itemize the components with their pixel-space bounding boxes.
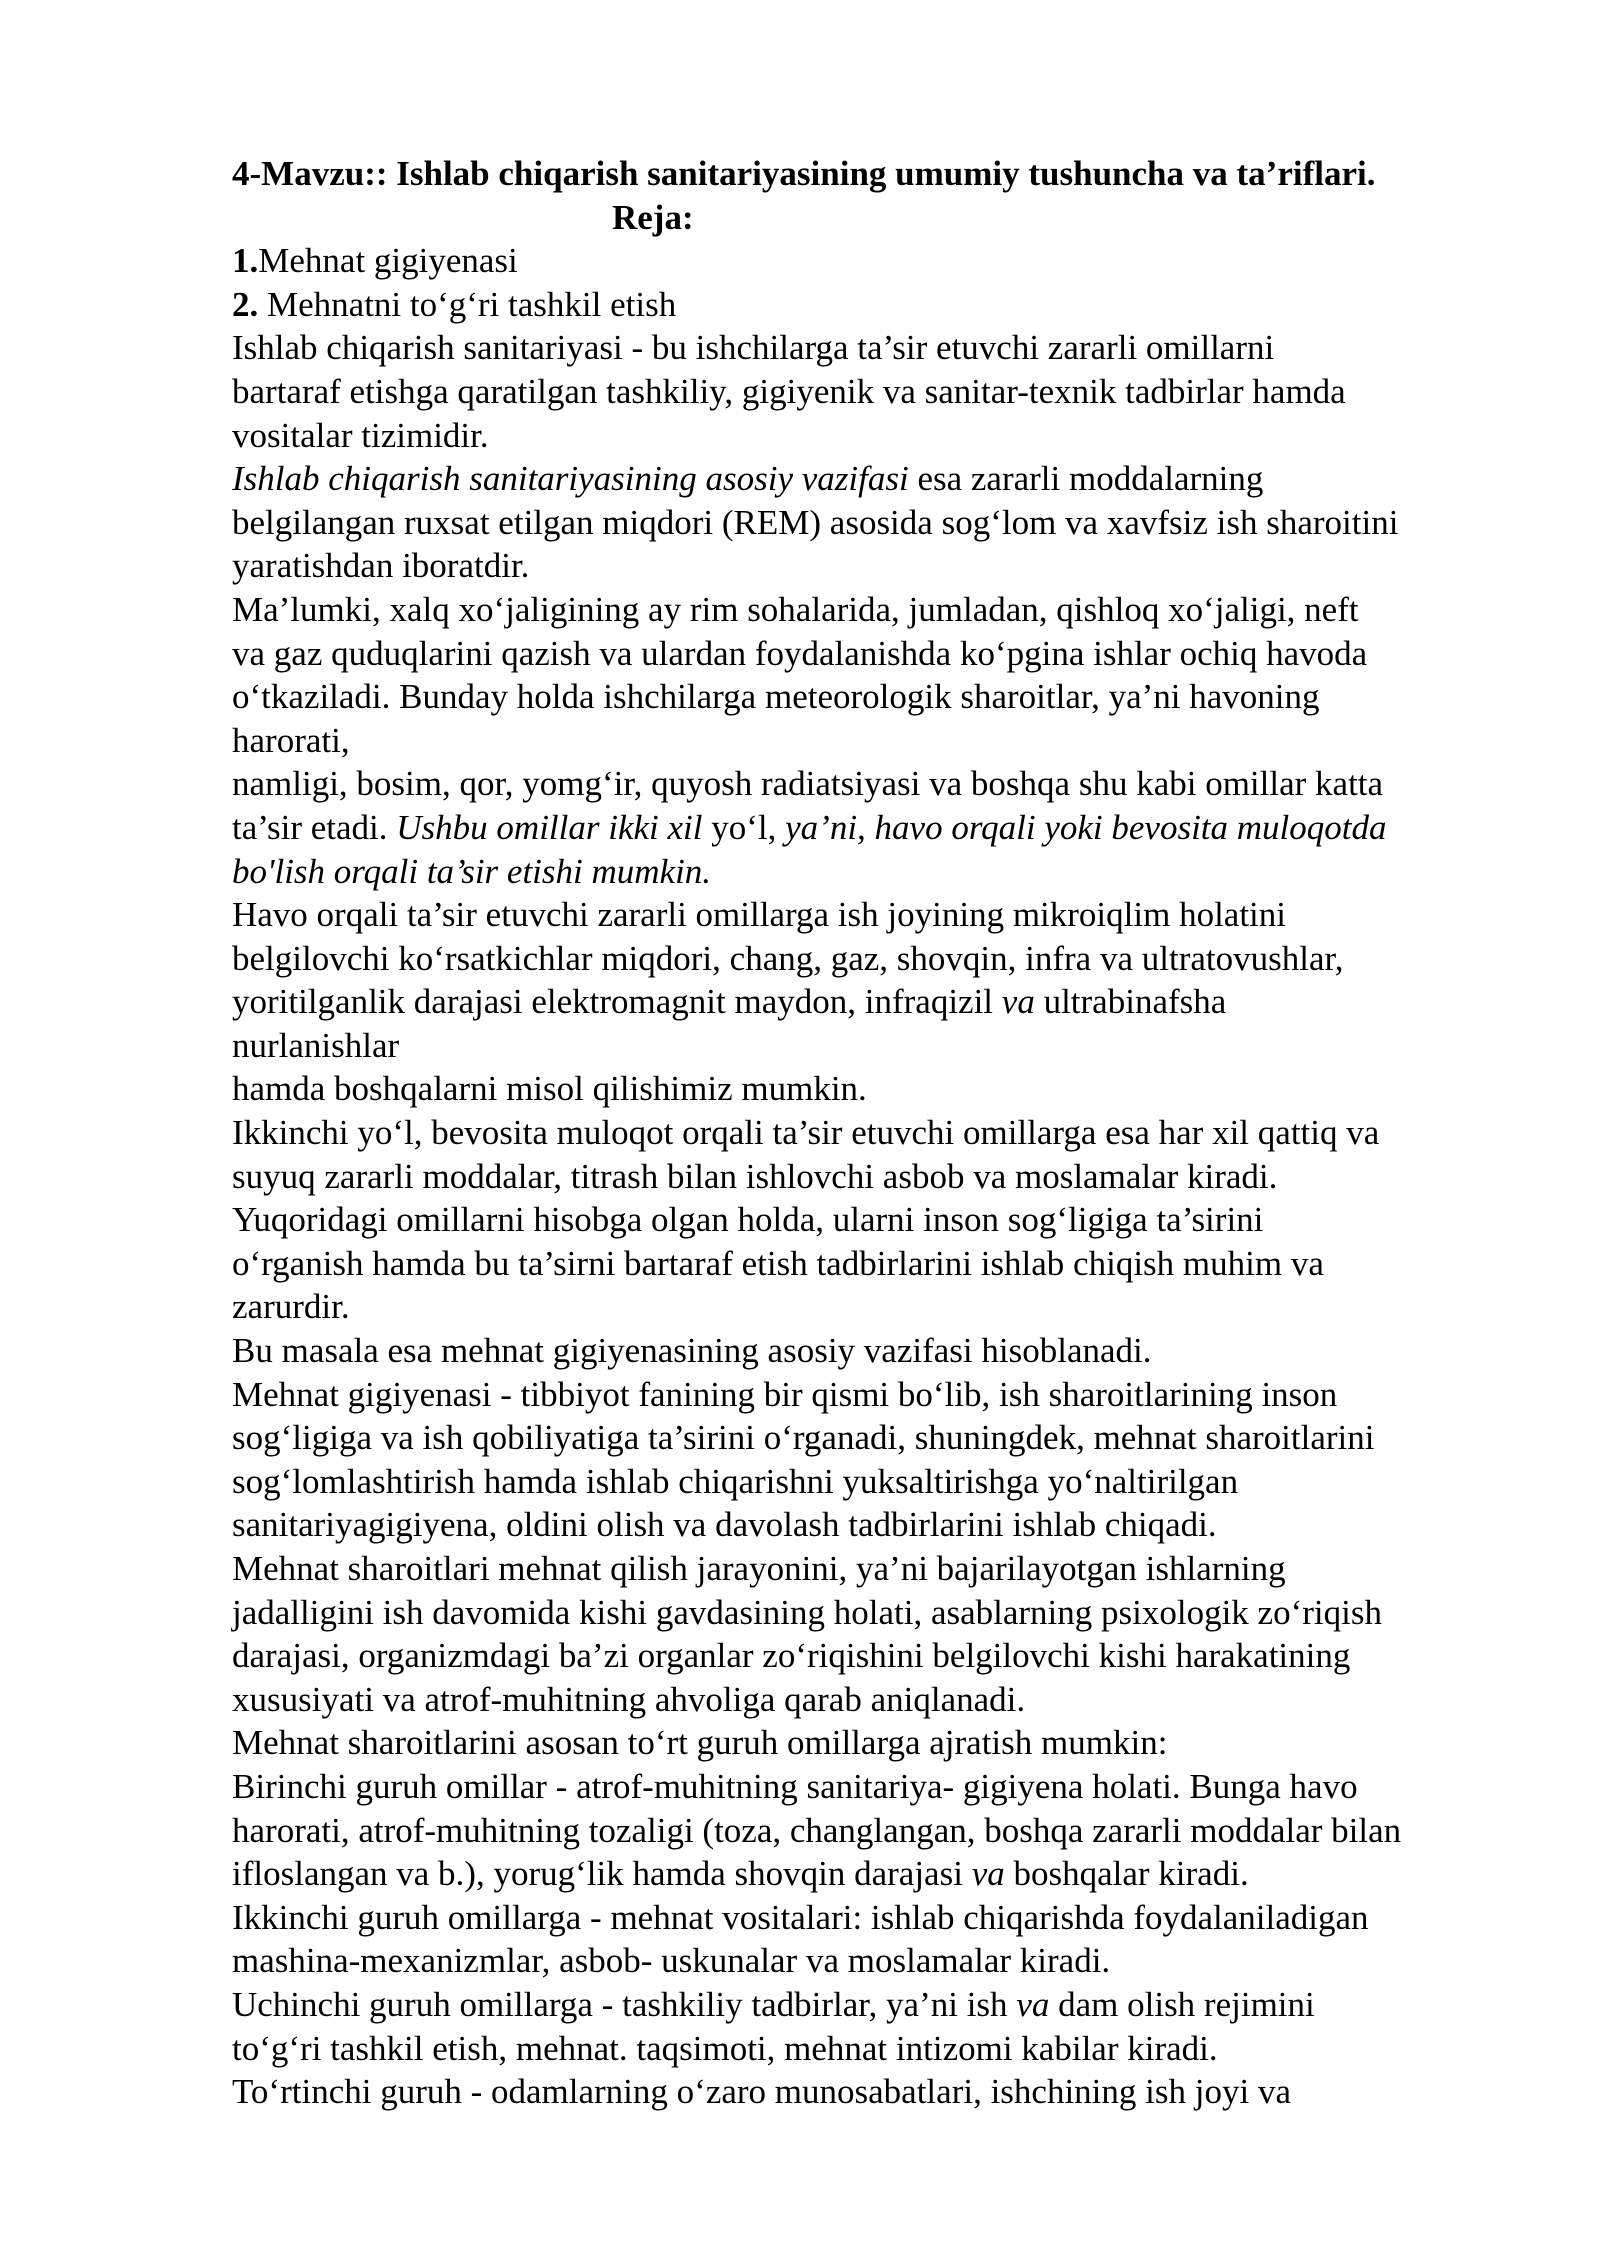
body-text-line [232,1067,1500,1111]
body-text-line [232,1460,1500,1504]
body-text-line [232,501,1500,545]
text-run: Ishlab chiqarish sanitariyasi - bu ishchilarga ta’sir etuvchi zararli omillarni [232,328,1275,368]
text-run: ifloslangan va b.), yorug‘lik hamda shovqin darajasi [232,1854,972,1894]
text-run: mashina-mexanizmlar, asbob- uskunalar va moslamalar kiradi. [232,1941,1111,1981]
text-run: ta’sir etadi. [232,807,397,847]
text-run: nurlanishlar [232,1025,400,1065]
italic-text-run: va [1001,982,1035,1022]
italic-text-run: bo'lish orqali ta’sir etishi mumkin. [232,851,712,891]
body-text-line [232,1373,1500,1417]
body-text-line [232,1983,1500,2027]
body-text-line [232,1024,1500,1068]
plan-item-text: Mehnat gigiyenasi [258,241,518,281]
body-text-line [232,414,1500,458]
text-run: namligi, bosim, qor, yomg‘ir, quyosh radiatsiyasi va boshqa shu kabi omillar katta [232,764,1384,804]
text-run: o‘rganish hamda bu ta’sirni bartaraf etish tadbirlarini ishlab chiqish muhim va [232,1243,1324,1283]
text-run: harorati, atrof-muhitning tozaligi (toza, changlangan, boshqa zararli moddalar bilan [232,1810,1402,1850]
body-text-line [232,1198,1500,1242]
text-run: hamda boshqalarni misol qilishimiz mumkin. [232,1069,867,1109]
text-run: harorati, [232,720,350,760]
italic-text-run: Ushbu omillar ikki xil [396,807,703,847]
text-run: Ikkinchi yo‘l, bevosita muloqot orqali ta’sir etuvchi omillarga esa har xil qattiq va [232,1113,1380,1153]
text-run: sog‘lomlashtirish hamda ishlab chiqarishni yuksaltirishga yo‘naltirilgan [232,1461,1239,1501]
body-text-line [232,1634,1500,1678]
body-text-line [232,1721,1500,1765]
text-run: belgilangan ruxsat etilgan miqdori (REM) asosida sog‘lom va xavfsiz ish sharoitini [232,502,1399,542]
plan-item-number: 2. [232,284,259,324]
text-run: Yuqoridagi omillarni hisobga olgan holda, ularni inson sog‘ligiga ta’sirini [232,1200,1264,1240]
text-run: vositalar tizimidir. [232,415,489,455]
italic-text-run: va [971,1854,1005,1894]
plan-item [232,239,1500,283]
text-run: Mehnat sharoitlari mehnat qilish jarayonini, ya’ni bajarilayotgan ishlarning [232,1549,1286,1588]
body-text-line [232,1547,1500,1591]
body-text-line [232,806,1500,850]
body-text-line [232,370,1500,414]
body-text-line [232,588,1500,632]
text-run: sog‘ligiga va ish qobiliyatiga ta’sirini o‘rganadi, shuningdek, mehnat sharoitlarini [232,1418,1375,1458]
text-run: suyuq zararli moddalar, titrash bilan ishlovchi asbob va moslamalar kiradi. [232,1156,1278,1196]
italic-text-run: ya’ni, havo orqali yoki bevosita muloqotda [785,807,1387,847]
body-text-line [232,1503,1500,1547]
body-text-line [232,2027,1500,2071]
text-run: va gaz quduqlarini qazish va ulardan foydalanishda ko‘pgina ishlar ochiq havoda [232,633,1368,673]
body-text-line [232,1329,1500,1373]
document-title: 4-Mavzu:: Ishlab chiqarish sanitariyasining umumiy tushuncha va ta’riflari. [232,154,1376,193]
document-body [232,326,1500,2113]
body-text-line [232,893,1500,937]
text-run: ultrabinafsha [1034,982,1227,1022]
text-run: Havo orqali ta’sir etuvchi zararli omillarga ish joyining mikroiqlim holatini [232,895,1286,935]
text-run: dam olish rejimini [1049,1984,1315,2024]
text-run: zarurdir. [232,1287,350,1327]
body-text-line [232,632,1500,676]
plan-item-number: 1. [232,241,259,281]
text-run: Uchinchi guruh omillarga - tashkiliy tadbirlar, ya’ni ish [232,1984,1017,2024]
text-run: to‘g‘ri tashkil etish, mehnat. taqsimoti, mehnat intizomi kabilar kiradi. [232,2028,1218,2068]
text-run: Mehnat sharoitlarini asosan to‘rt guruh omillarga ajratish mumkin: [232,1723,1168,1763]
body-text-line [232,675,1500,719]
text-run: yoritilganlik darajasi elektromagnit maydon, infraqizil [232,982,1002,1022]
text-run: To‘rtinchi guruh - odamlarning o‘zaro munosabatlari, ishchining ish joyi va [232,2072,1291,2112]
text-run: Ma’lumki, xalq xo‘jaligining ay rim sohalarida, jumladan, qishloq xo‘jaligi, neft [232,589,1359,629]
body-text-line [232,1155,1500,1199]
text-run: boshqalar kiradi. [1004,1854,1249,1894]
body-text-line [232,2070,1500,2114]
body-text-line [232,1242,1500,1286]
body-text-line [232,457,1500,501]
text-run: sanitariyagigiyena, oldini olish va davolash tadbirlarini ishlab chiqadi. [232,1505,1217,1545]
body-text-line [232,1591,1500,1635]
text-run: Ikkinchi guruh omillarga - mehnat vositalari: ishlab chiqarishda foydalaniladigan [232,1897,1369,1937]
body-text-line [232,1678,1500,1722]
body-text-line [232,1416,1500,1460]
text-run: yo‘l, [702,807,786,847]
text-run: xususiyati va atrof-muhitning ahvoliga qarab aniqlanadi. [232,1679,1026,1719]
body-text-line [232,326,1500,370]
text-run: belgilovchi ko‘rsatkichlar miqdori, chang, gaz, shovqin, infra va ultratovushlar, [232,938,1344,978]
text-run: jadalligini ish davomida kishi gavdasining holati, asablarning psixologik zo‘riqish [232,1592,1382,1632]
body-text-line [232,1765,1500,1809]
text-run: Birinchi guruh omillar - atrof-muhitning sanitariya- gigiyena holati. Bunga havo [232,1766,1358,1806]
body-text-line [232,719,1500,763]
body-text-line [232,1939,1500,1983]
body-text-line [232,1852,1500,1896]
body-text-line [232,1809,1500,1853]
text-run: yaratishdan iboratdir. [232,546,530,586]
italic-text-run: Ishlab chiqarish sanitariyasining asosiy vazifasi [232,459,909,499]
text-run: bartaraf etishga qaratilgan tashkiliy, gigiyenik va sanitar-texnik tadbirlar hamda [232,371,1346,411]
text-run: o‘tkaziladi. Bunday holda ishchilarga meteorologik sharoitlar, ya’ni havoning [232,677,1320,717]
body-text-line [232,1285,1500,1329]
body-text-line [232,850,1500,894]
plan-item [232,283,1500,327]
plan-heading: Reja: [612,197,694,237]
text-run: darajasi, organizmdagi ba’zi organlar zo‘riqishini belgilovchi kishi harakatining [232,1636,1351,1676]
body-text-line [232,1896,1500,1940]
text-run: Mehnat gigiyenasi - tibbiyot fanining bir qismi bo‘lib, ish sharoitlarining inson [232,1374,1338,1414]
plan-item-text: Mehnatni to‘g‘ri tashkil etish [258,284,677,324]
body-text-line [232,980,1500,1024]
body-text-line [232,762,1500,806]
text-run: esa zararli moddalarning [908,459,1264,499]
body-text-line [232,937,1500,981]
italic-text-run: va [1016,1984,1050,2024]
body-text-line [232,1111,1500,1155]
body-text-line [232,544,1500,588]
text-run: Bu masala esa mehnat gigiyenasining asosiy vazifasi hisoblanadi. [232,1331,1152,1371]
